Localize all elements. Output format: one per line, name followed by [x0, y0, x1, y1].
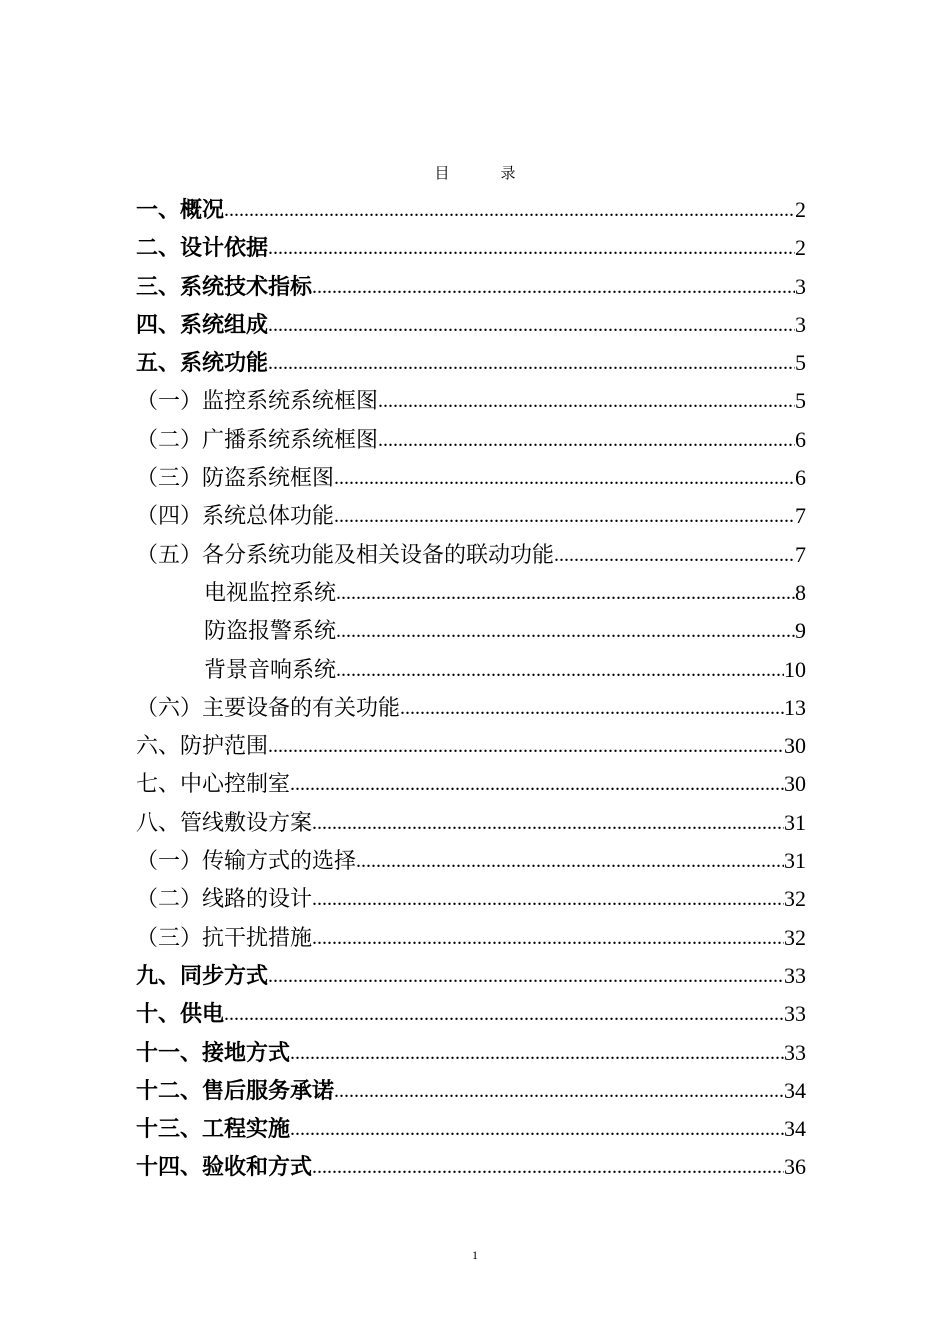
- toc-leader: [224, 199, 795, 222]
- toc-leader: [224, 1003, 784, 1026]
- toc-entry-page: 6: [795, 426, 806, 452]
- toc-entry-text: 二、设计依据: [136, 235, 269, 262]
- toc-entry-text: 五、系统功能: [136, 350, 269, 377]
- toc-entry-page: 33: [784, 1039, 806, 1065]
- toc-entry-page: 2: [795, 197, 806, 222]
- toc-entry-text: 十一、接地方式: [136, 1039, 291, 1066]
- toc-entry[interactable]: [136, 576, 806, 614]
- toc-entry[interactable]: [136, 1150, 806, 1188]
- toc-entry-page: 9: [795, 618, 806, 644]
- toc-leader: [334, 467, 795, 490]
- toc-leader: [400, 697, 784, 720]
- toc-entry-text: （三）防盗系统框图: [136, 466, 335, 492]
- toc-entry-page: 31: [784, 809, 806, 835]
- toc-entry[interactable]: [136, 270, 806, 308]
- toc-leader: [290, 773, 784, 796]
- toc-entry-page: 34: [784, 1077, 806, 1103]
- toc-entry-text: （二）线路的设计: [136, 887, 313, 913]
- toc-leader: [290, 1042, 784, 1065]
- toc-entry-text: （四）系统总体功能: [136, 504, 335, 530]
- toc-entry-page: 7: [795, 503, 806, 529]
- toc-entry[interactable]: [136, 614, 806, 652]
- toc-entry-text: 背景音响系统: [204, 657, 337, 683]
- toc-entry-text: 八、管线敷设方案: [136, 810, 313, 836]
- toc-entry-page: 36: [784, 1154, 806, 1180]
- toc-leader: [312, 812, 784, 835]
- toc-entry-text: 电视监控系统: [204, 580, 337, 606]
- toc-entry-page: 13: [784, 694, 806, 720]
- toc-entry-text: （一）监控系统系统框图: [136, 389, 379, 415]
- toc-entry-text: 九、同步方式: [136, 962, 269, 989]
- toc-entry-page: 2: [795, 235, 806, 261]
- toc-leader: [554, 544, 795, 567]
- toc-leader: [268, 237, 795, 260]
- toc-entry-text: 十、供电: [136, 1001, 225, 1028]
- toc-entry[interactable]: [136, 538, 806, 576]
- toc-leader: [312, 888, 784, 911]
- toc-leader: [268, 352, 795, 375]
- toc-leader: [336, 582, 795, 605]
- toc-leader: [312, 927, 784, 950]
- toc-entry[interactable]: [136, 308, 806, 346]
- toc-entry-page: 34: [784, 1116, 806, 1142]
- toc-entry-page: 3: [795, 273, 806, 299]
- toc-leader: [336, 659, 784, 682]
- toc-entry-page: 30: [784, 771, 806, 797]
- toc-entry-text: 三、系统技术指标: [136, 273, 313, 300]
- toc-entry-page: 7: [795, 541, 806, 567]
- toc-entry[interactable]: [136, 806, 806, 844]
- toc-entry-page: 8: [795, 579, 806, 605]
- toc-entry[interactable]: [136, 729, 806, 767]
- toc-entry-text: 十二、售后服务承诺: [136, 1077, 335, 1104]
- toc-entry-text: 十四、验收和方式: [136, 1154, 313, 1181]
- toc-leader: [356, 850, 784, 873]
- toc-entry[interactable]: [136, 1074, 806, 1112]
- toc-leader: [290, 1118, 784, 1141]
- toc-entry[interactable]: [136, 691, 806, 729]
- toc-entry[interactable]: [136, 844, 806, 882]
- toc-entry[interactable]: [136, 1036, 806, 1074]
- toc-entry[interactable]: [136, 193, 806, 231]
- toc-entry-text: （三）抗干扰措施: [136, 925, 313, 951]
- toc-entry-page: 32: [784, 886, 806, 912]
- toc-entry-text: （五）各分系统功能及相关设备的联动功能: [136, 542, 555, 568]
- toc-entry-text: （六）主要设备的有关功能: [136, 695, 401, 721]
- toc-entry-text: 一、概况: [136, 197, 225, 223]
- toc-entry-page: 33: [784, 1001, 806, 1027]
- toc-entry-page: 3: [795, 311, 806, 337]
- toc-title: 目 录: [434, 164, 534, 182]
- toc-entry-text: 十三、工程实施: [136, 1116, 291, 1143]
- toc-leader: [336, 620, 795, 643]
- toc-entry[interactable]: [136, 461, 806, 499]
- toc-entry-page: 31: [784, 848, 806, 874]
- toc-leader: [378, 390, 795, 413]
- toc-entry-text: 六、防护范围: [136, 734, 269, 760]
- toc-entry[interactable]: [136, 959, 806, 997]
- toc-leader: [268, 314, 795, 337]
- toc-entry[interactable]: [136, 231, 806, 269]
- toc-entry[interactable]: [136, 384, 806, 422]
- toc-entry-page: 10: [784, 656, 806, 682]
- toc-leader: [334, 505, 795, 528]
- toc-entry[interactable]: [136, 499, 806, 537]
- toc-entry[interactable]: [136, 423, 806, 461]
- toc-entry-text: 七、中心控制室: [136, 772, 291, 798]
- toc-entry-page: 5: [795, 350, 806, 376]
- toc-entry-page: 32: [784, 924, 806, 950]
- toc-entry[interactable]: [136, 921, 806, 959]
- table-of-contents: [136, 193, 806, 1189]
- toc-entry[interactable]: [136, 882, 806, 920]
- toc-entry-page: 33: [784, 962, 806, 988]
- toc-entry-page: 6: [795, 465, 806, 491]
- toc-entry-text: 防盗报警系统: [204, 619, 337, 645]
- toc-entry[interactable]: [136, 346, 806, 384]
- toc-entry-text: （二）广播系统系统框图: [136, 427, 379, 453]
- toc-entry[interactable]: [136, 1112, 806, 1150]
- toc-entry[interactable]: [136, 997, 806, 1035]
- toc-entry[interactable]: [136, 767, 806, 805]
- toc-entry-text: 四、系统组成: [136, 311, 269, 338]
- toc-leader: [268, 965, 784, 988]
- page-number: 1: [472, 1248, 478, 1262]
- toc-leader: [312, 1156, 784, 1179]
- toc-leader: [268, 735, 784, 758]
- toc-entry-page: 5: [795, 388, 806, 414]
- toc-leader: [312, 276, 795, 299]
- toc-entry-text: （一）传输方式的选择: [136, 849, 357, 875]
- toc-leader: [378, 429, 795, 452]
- toc-leader: [334, 1080, 784, 1103]
- toc-entry-page: 30: [784, 733, 806, 759]
- toc-entry[interactable]: [136, 653, 806, 691]
